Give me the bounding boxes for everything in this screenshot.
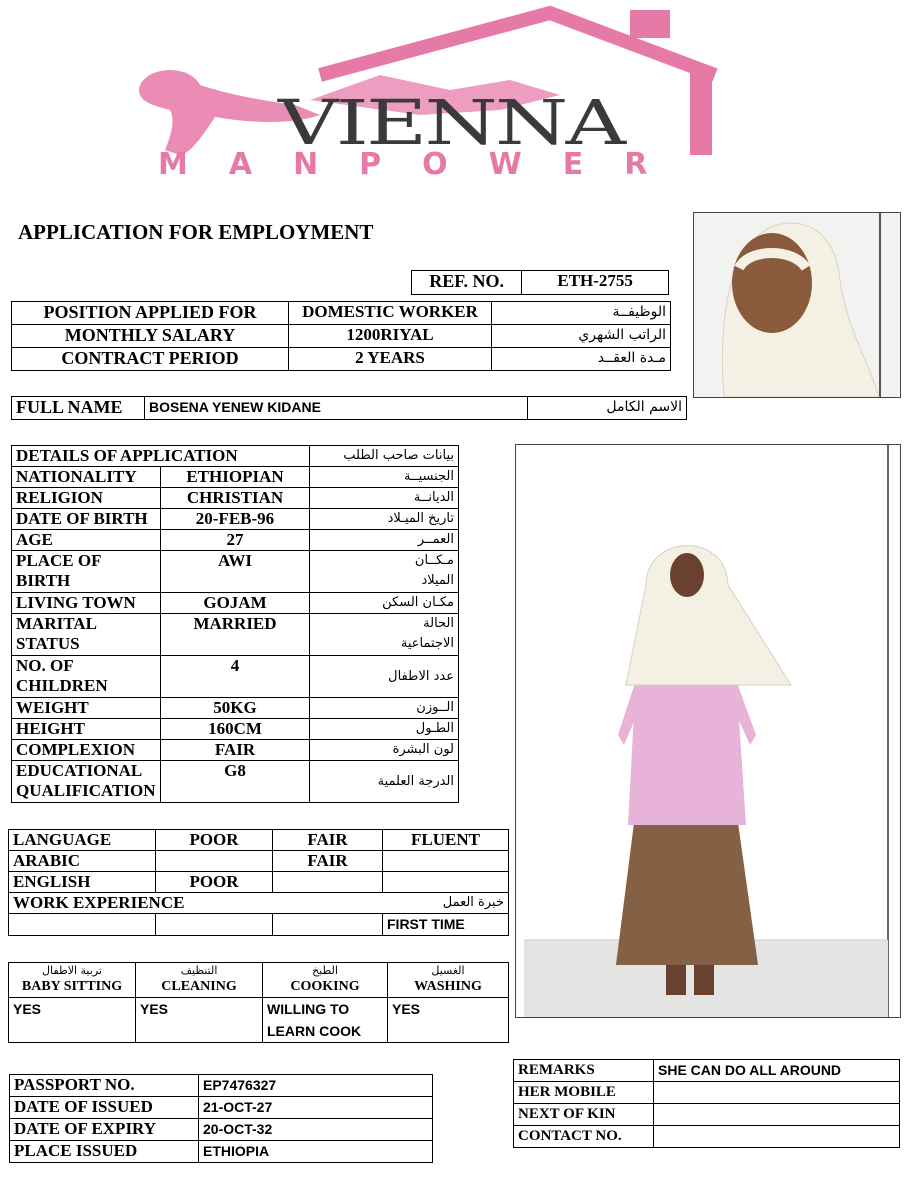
detail-value: 160CM [161, 719, 310, 740]
skill-label-ar: التنظيف [180, 964, 218, 977]
detail-label-ar: الدرجة العلمية [310, 761, 459, 803]
table-row [12, 614, 459, 656]
detail-label-ar: الجنسيــة [310, 467, 459, 488]
table-row [9, 893, 509, 914]
skill-label: BABY SITTING [21, 979, 123, 994]
table-row [12, 719, 459, 740]
remarks-value: SHE CAN DO ALL AROUND [654, 1060, 900, 1082]
detail-label: PLACE OF [16, 551, 102, 570]
passport-photo [693, 212, 901, 398]
passport-value: 21-OCT-27 [199, 1097, 433, 1119]
full-name-label-ar: الاسم الكامل [528, 397, 687, 420]
language-name: ENGLISH [9, 872, 156, 893]
passport-value: ETHIOPIA [199, 1141, 433, 1163]
detail-label: EDUCATIONAL [16, 761, 143, 780]
table-row [10, 1097, 433, 1119]
detail-label: COMPLEXION [12, 740, 161, 761]
detail-value: 20-FEB-96 [161, 509, 310, 530]
fluent-header: FLUENT [383, 830, 509, 851]
table-row [12, 488, 459, 509]
contact-label: CONTACT NO. [514, 1126, 654, 1148]
detail-label-line2: STATUS [16, 634, 80, 653]
language-level [156, 851, 273, 872]
table-row [12, 656, 459, 698]
remarks-table [513, 1059, 900, 1148]
detail-label-ar: تاريخ الميـلاد [310, 509, 459, 530]
position-table [11, 301, 671, 371]
salary-label: MONTHLY SALARY [12, 325, 289, 348]
table-row [12, 467, 459, 488]
skill-value: WILLING TO [267, 1001, 350, 1017]
contact-value [654, 1126, 900, 1148]
logo-tagline: MANPOWER [158, 147, 689, 182]
detail-value: AWI [161, 551, 310, 593]
skill-label: COOKING [290, 979, 360, 994]
details-header-ar: بيانات صاحب الطلب [310, 446, 459, 467]
detail-label: WEIGHT [12, 698, 161, 719]
skills-table [8, 962, 509, 1043]
salary-value: 1200RIYAL [289, 325, 492, 348]
table-row [514, 1060, 900, 1082]
detail-label: DATE OF BIRTH [12, 509, 161, 530]
detail-label-ar: الديانــة [310, 488, 459, 509]
detail-label: RELIGION [12, 488, 161, 509]
detail-value: FAIR [161, 740, 310, 761]
detail-label-ar: الــوزن [310, 698, 459, 719]
full-body-photo [515, 444, 901, 1018]
ref-value: ETH-2755 [522, 271, 669, 295]
passport-value: 20-OCT-32 [199, 1119, 433, 1141]
detail-label-ar: مكـان السكن [310, 593, 459, 614]
skill-value: YES [388, 998, 509, 1043]
table-row [12, 740, 459, 761]
details-table [11, 445, 459, 803]
position-label: POSITION APPLIED FOR [12, 302, 289, 325]
table-row [9, 963, 509, 998]
table-row [12, 530, 459, 551]
full-name-table [11, 396, 687, 420]
table-row [12, 698, 459, 719]
detail-label-ar: لون البشرة [310, 740, 459, 761]
detail-label: NO. OF [16, 656, 74, 675]
remarks-label: REMARKS [514, 1060, 654, 1082]
next-of-kin-label: NEXT OF KIN [514, 1104, 654, 1126]
work-experience-value: FIRST TIME [383, 914, 509, 936]
language-level [383, 851, 509, 872]
skill-value: YES [136, 998, 263, 1043]
detail-label: LIVING TOWN [12, 593, 161, 614]
detail-label-ar-line2: الاجتماعية [400, 636, 454, 651]
table-row [10, 1075, 433, 1097]
ref-table [411, 270, 669, 295]
language-header: LANGUAGE [9, 830, 156, 851]
table-row [12, 593, 459, 614]
table-row [9, 851, 509, 872]
skill-value-line2: LEARN COOK [267, 1023, 362, 1039]
table-row [12, 446, 459, 467]
skill-label-ar: الطبخ [312, 964, 338, 977]
passport-value: EP7476327 [199, 1075, 433, 1097]
language-name: ARABIC [9, 851, 156, 872]
detail-value: 27 [161, 530, 310, 551]
passport-label: DATE OF EXPIRY [10, 1119, 199, 1141]
table-row [514, 1082, 900, 1104]
language-table [8, 829, 509, 936]
person-full-body-icon [516, 445, 900, 1017]
full-name-label: FULL NAME [12, 397, 145, 420]
language-level: POOR [156, 872, 273, 893]
detail-label-line2: QUALIFICATION [16, 781, 156, 800]
contract-value: 2 YEARS [289, 348, 492, 371]
detail-value: ETHIOPIAN [161, 467, 310, 488]
language-level: FAIR [273, 851, 383, 872]
skill-label-ar: الغسيل [431, 964, 465, 977]
language-level [383, 872, 509, 893]
logo-brand-name: VIENNA [278, 86, 624, 159]
mobile-label: HER MOBILE [514, 1082, 654, 1104]
table-row [514, 1104, 900, 1126]
passport-label: PASSPORT NO. [10, 1075, 199, 1097]
passport-table [9, 1074, 433, 1163]
position-value: DOMESTIC WORKER [289, 302, 492, 325]
details-header: DETAILS OF APPLICATION [12, 446, 310, 467]
work-experience-label: WORK EXPERIENCE [9, 893, 383, 914]
table-row [514, 1126, 900, 1148]
skill-label: WASHING [414, 979, 482, 994]
detail-label-line2: CHILDREN [16, 676, 108, 695]
skill-label-ar: تربية الاطفال [42, 964, 102, 977]
poor-header: POOR [156, 830, 273, 851]
detail-label: NATIONALITY [12, 467, 161, 488]
next-of-kin-value [654, 1104, 900, 1126]
detail-label-ar: العمــر [310, 530, 459, 551]
table-row [9, 914, 509, 936]
detail-label-line2: BIRTH [16, 571, 71, 590]
contract-label: CONTRACT PERIOD [12, 348, 289, 371]
detail-value: MARRIED [161, 614, 310, 656]
table-row [12, 348, 671, 371]
skill-value: YES [9, 998, 136, 1043]
ref-label: REF. NO. [412, 271, 522, 295]
skill-label: CLEANING [161, 979, 237, 994]
table-row [10, 1141, 433, 1163]
table-row [12, 509, 459, 530]
detail-label: HEIGHT [12, 719, 161, 740]
detail-label-ar: الطـول [310, 719, 459, 740]
table-row [12, 761, 459, 803]
person-portrait-icon [694, 213, 900, 397]
detail-value: CHRISTIAN [161, 488, 310, 509]
passport-label: DATE OF ISSUED [10, 1097, 199, 1119]
full-name-value: BOSENA YENEW KIDANE [145, 397, 528, 420]
table-row [9, 872, 509, 893]
mobile-value [654, 1082, 900, 1104]
detail-label-ar: الحالة [423, 616, 454, 631]
position-label-ar: الوظيفــة [492, 302, 671, 325]
work-experience-label-ar: خبرة العمل [383, 893, 509, 914]
detail-label: AGE [12, 530, 161, 551]
language-level [273, 872, 383, 893]
page-title: APPLICATION FOR EMPLOYMENT [18, 220, 374, 244]
table-row [9, 998, 509, 1043]
salary-label-ar: الراتب الشهري [492, 325, 671, 348]
detail-value: GOJAM [161, 593, 310, 614]
detail-value: G8 [161, 761, 310, 803]
contract-label-ar: مـدة العقــد [492, 348, 671, 371]
detail-label-ar: مـكــان [414, 553, 454, 568]
detail-label-ar: عدد الاطفال [310, 656, 459, 698]
table-row [10, 1119, 433, 1141]
table-row [12, 302, 671, 325]
passport-label: PLACE ISSUED [10, 1141, 199, 1163]
table-row [12, 551, 459, 593]
fair-header: FAIR [273, 830, 383, 851]
detail-label: MARITAL [16, 614, 97, 633]
detail-label-ar-line2: الميلاد [421, 573, 454, 588]
detail-value: 4 [161, 656, 310, 698]
table-row [9, 830, 509, 851]
table-row [12, 325, 671, 348]
detail-value: 50KG [161, 698, 310, 719]
